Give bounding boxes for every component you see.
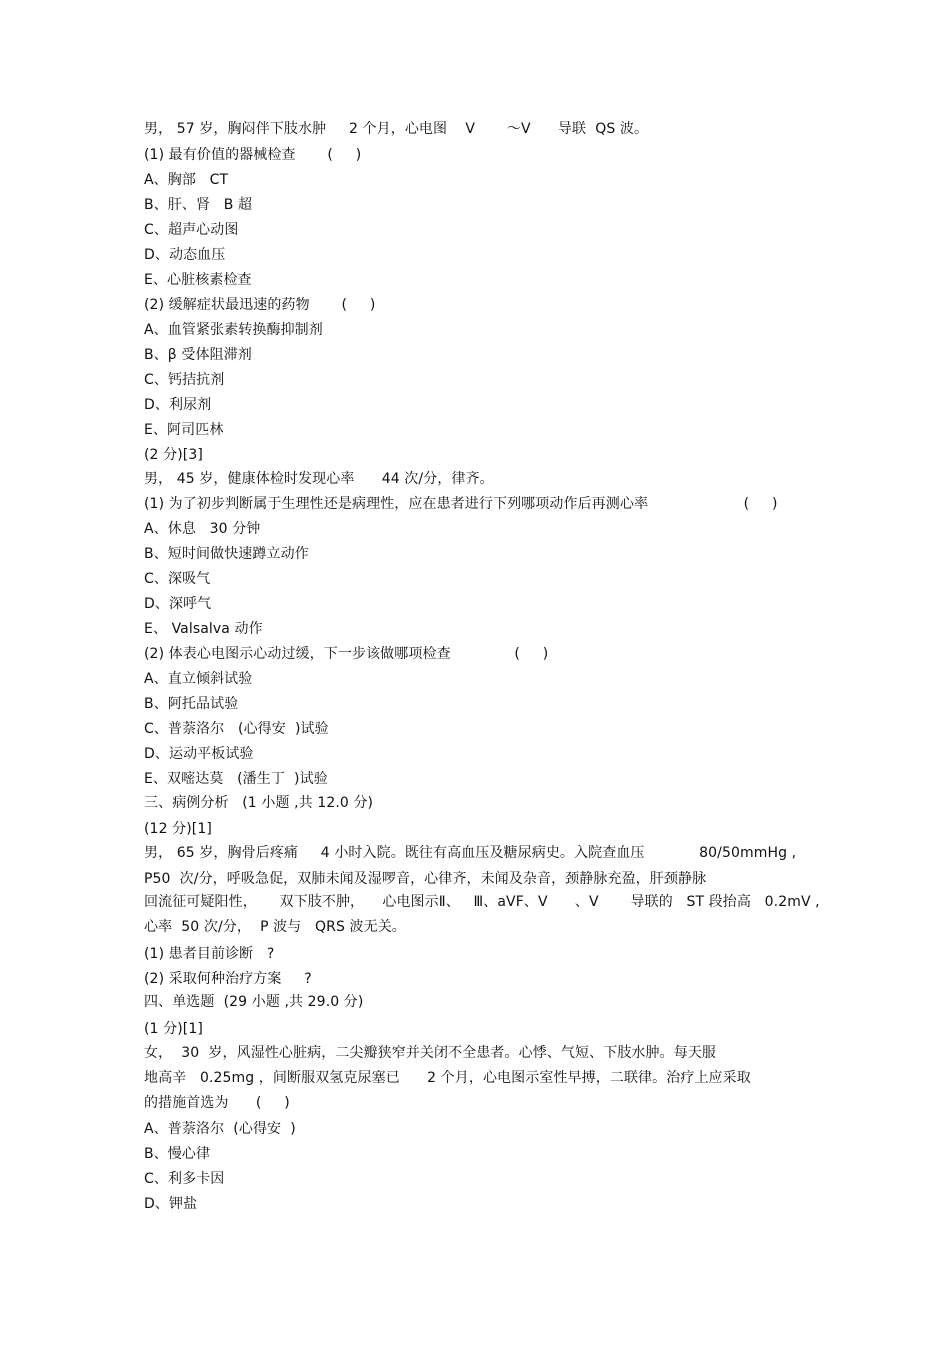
score-tag: (1 分)[1]: [144, 1021, 203, 1037]
option-c: C、超声心动图: [144, 222, 239, 238]
option-a: A、胸部 CT: [144, 172, 229, 188]
option-c: C、利多卡因: [144, 1171, 225, 1187]
case-text-65: P50 次/分，呼吸急促，双肺未闻及湿啰音，心律齐，未闻及杂音，颈静脉充盈，肝颈静脉: [144, 871, 707, 887]
option-e: E、阿司匹林: [144, 422, 224, 438]
case-text-65: 心率 50 次/分， P 波与 QRS 波无关。: [144, 919, 406, 935]
option-b: B、β 受体阻滞剂: [144, 347, 252, 363]
option-e: E、心脏核素检查: [144, 272, 252, 288]
option-b: B、肝、肾 B 超: [144, 197, 253, 213]
question-3-1: (1) 患者目前诊断 ?: [144, 946, 275, 962]
question-2-1: (1) 为了初步判断属于生理性还是病理性，应在患者进行下列哪项动作后再测心率 ( ): [144, 496, 778, 512]
option-e: E、双嘧达莫 (潘生丁 )试验: [144, 771, 328, 787]
option-a: A、休息 30 分钟: [144, 521, 261, 537]
option-a: A、普萘洛尔 (心得安 ): [144, 1121, 296, 1137]
section-heading-case-analysis: 三、病例分析 (1 小题 ,共 12.0 分): [144, 795, 374, 811]
case-intro-57: 男， 57 岁，胸闷伴下肢水肿 2 个月，心电图 V ～V 导联 QS 波。: [144, 121, 649, 137]
case-text-30: 的措施首选为 ( ): [144, 1095, 290, 1111]
score-tag: (2 分)[3]: [144, 447, 203, 463]
score-tag: (12 分)[1]: [144, 821, 212, 837]
question-2-2: (2) 体表心电图示心动过缓，下一步该做哪项检查 ( ): [144, 646, 549, 662]
option-c: C、深吸气: [144, 571, 211, 587]
option-a: A、血管紧张素转换酶抑制剂: [144, 322, 323, 338]
option-b: B、慢心律: [144, 1146, 211, 1162]
option-c: C、钙拮抗剂: [144, 372, 225, 388]
option-a: A、直立倾斜试验: [144, 671, 253, 687]
case-text-65: 回流征可疑阳性， 双下肢不肿， 心电图示Ⅱ、 Ⅲ、aVF、V 、V 导联的 ST 段抬高 0.2mV ,: [144, 894, 820, 910]
question-1-1: (1) 最有价值的器械检查 ( ): [144, 147, 362, 163]
option-d: D、利尿剂: [144, 397, 212, 413]
case-text-30: 地高辛 0.25mg ，间断服双氢克尿塞已 2 个月，心电图示室性早搏，二联律。治疗上应采取: [144, 1070, 751, 1086]
option-c: C、普萘洛尔 (心得安 )试验: [144, 721, 329, 737]
case-text-30: 女， 30 岁，风湿性心脏病，二尖瓣狭窄并关闭不全患者。心悸、气短、下肢水肿。每天服: [144, 1045, 717, 1061]
option-e: E、 Valsalva 动作: [144, 621, 263, 637]
option-d: D、深呼气: [144, 596, 212, 612]
option-d: D、运动平板试验: [144, 746, 254, 762]
question-1-2: (2) 缓解症状最迅速的药物 ( ): [144, 297, 376, 313]
case-intro-45: 男， 45 岁，健康体检时发现心率 44 次/分，律齐。: [144, 471, 494, 487]
case-text-65: 男， 65 岁，胸骨后疼痛 4 小时入院。既往有高血压及糖尿病史。入院查血压 80/50mmHg ,: [144, 845, 797, 861]
question-3-2: (2) 采取何种治疗方案 ?: [144, 971, 312, 987]
option-b: B、短时间做快速蹲立动作: [144, 546, 309, 562]
section-heading-single-choice: 四、单选题 (29 小题 ,共 29.0 分): [144, 994, 364, 1010]
option-d: D、动态血压: [144, 247, 226, 263]
option-b: B、阿托品试验: [144, 696, 239, 712]
option-d: D、钾盐: [144, 1196, 198, 1212]
